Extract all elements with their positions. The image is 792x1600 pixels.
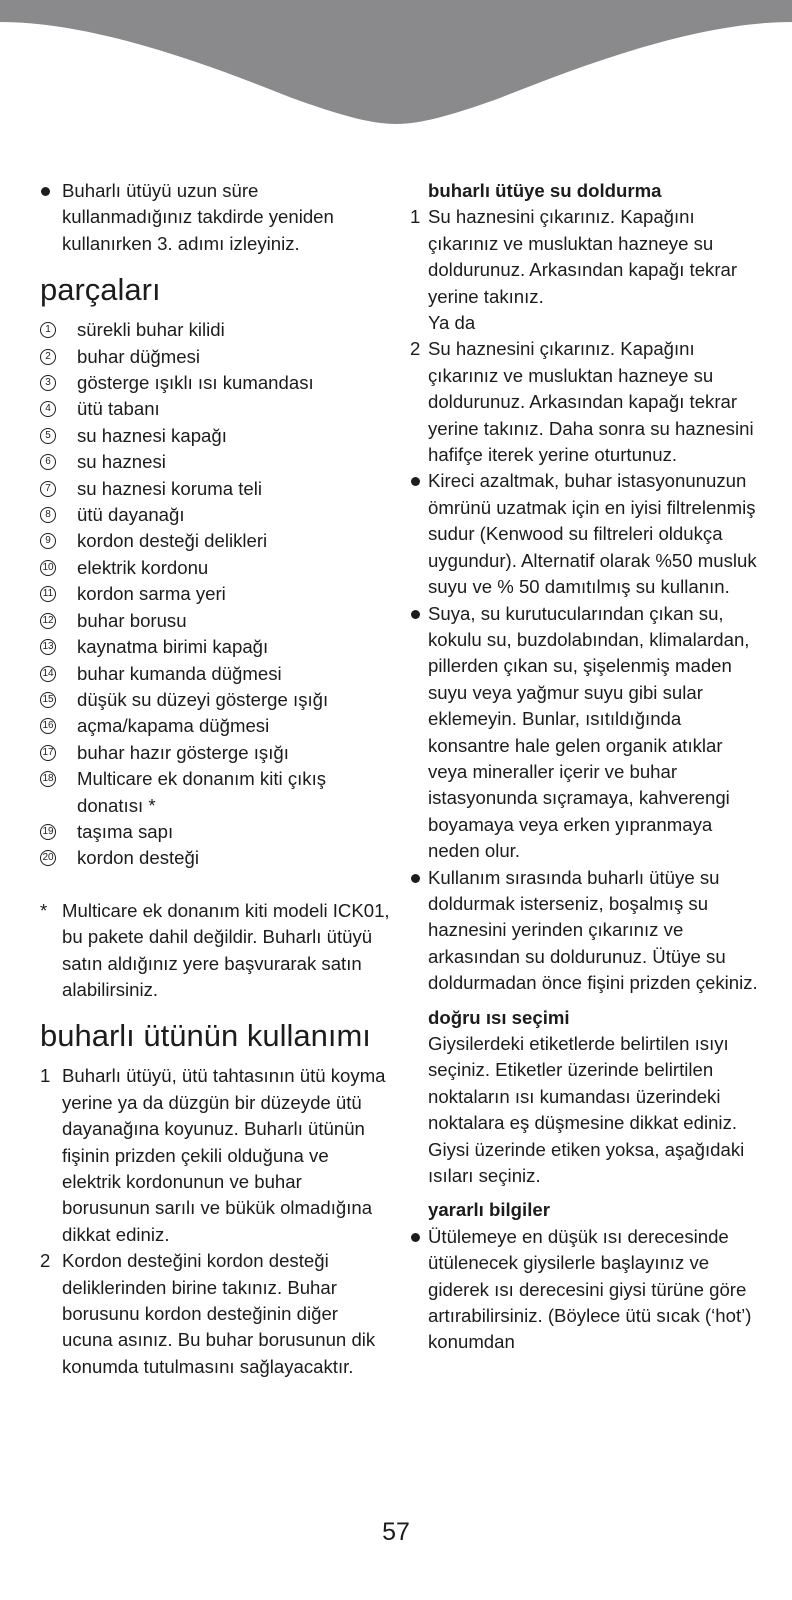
part-number-icon: 16 xyxy=(40,718,56,734)
step-number: 2 xyxy=(410,338,421,360)
part-label: buhar hazır gösterge ışığı xyxy=(77,741,289,763)
part-label: buhar borusu xyxy=(77,609,187,631)
part-number-icon: 12 xyxy=(40,613,56,629)
part-item xyxy=(40,449,390,475)
part-label: Multicare ek donanım kiti çıkış donatısı * xyxy=(77,768,327,816)
right-column xyxy=(410,178,760,1356)
part-number-icon: 11 xyxy=(40,586,56,602)
part-item xyxy=(40,502,390,528)
bullet-icon xyxy=(411,1233,420,1242)
bullet-icon xyxy=(411,610,420,619)
bullet-icon xyxy=(411,477,420,486)
step-text: Kordon desteğini kordon desteği deliklerinden birine takınız. Buhar borusunu kordon desteğinin diğer ucuna asınız. Bu buhar borusunun dik konumda tutulmasını sağlayacaktır. xyxy=(62,1250,376,1377)
part-number-icon: 10 xyxy=(40,560,56,576)
part-label: su haznesi kapağı xyxy=(77,424,227,446)
intro-bullet xyxy=(40,178,390,257)
part-label: buhar kumanda düğmesi xyxy=(77,662,282,684)
part-number-icon: 6 xyxy=(40,454,56,470)
part-number-icon: 1 xyxy=(40,322,56,338)
bullet-text: Suya, su kurutucularından çıkan su, kokulu su, buzdolabından, klimalardan, pillerden çıkan su, şişelenmiş maden suyu veya yağmur suyu gibi sular eklemeyin. Bunlar, ısıtıldığında konsantre hale gelen organik atıklar veya mineraller içerir ve buhar istasyonunda sıçramaya, kahverengi boyamaya veya erken yıpranmaya neden olur. xyxy=(428,602,750,862)
heat-text: Giysilerdeki etiketlerde belirtilen ısıyı seçiniz. Etiketler üzerinde belirtilen noktaların ısı kumandası üzerindeki noktalara eş düşmesine dikkat ediniz. Giysi üzerinde etiken yoksa, aşağıdaki ısıları seçiniz. xyxy=(428,1033,745,1187)
filling-step xyxy=(410,336,760,468)
bullet-text: Kullanım sırasında buharlı ütüye su doldurmak isterseniz, boşalmış su haznesini yerinden çıkarınız ve arkasından su doldurunuz. Ütüye su doldurmadan önce fişini prizden çekiniz. xyxy=(428,866,758,994)
part-item xyxy=(40,687,390,713)
filling-alternative xyxy=(410,310,760,336)
part-number-icon: 14 xyxy=(40,666,56,682)
tips-bullet xyxy=(410,1224,760,1356)
left-column xyxy=(40,178,390,1380)
part-item xyxy=(40,845,390,871)
bullet-text: Ütülemeye en düşük ısı derecesinde ütülenecek giysilerle başlayınız ve giderek ısı derecesini giysi türüne göre artırabilirsiniz. (Böylece ütü sıcak (‘hot’) konumdan xyxy=(428,1225,752,1353)
part-item xyxy=(40,661,390,687)
part-label: kordon desteği delikleri xyxy=(77,530,268,552)
part-item xyxy=(40,555,390,581)
part-number-icon: 2 xyxy=(40,349,56,365)
part-number-icon: 18 xyxy=(40,771,56,787)
filling-step xyxy=(410,204,760,310)
step-number: 1 xyxy=(410,206,421,228)
step-number: 1 xyxy=(40,1065,51,1087)
part-number-icon: 15 xyxy=(40,692,56,708)
part-item xyxy=(40,608,390,634)
part-item xyxy=(40,370,390,396)
part-label: taşıma sapı xyxy=(77,820,174,842)
page-number: 57 xyxy=(382,1518,410,1546)
filling-bullet xyxy=(410,601,760,865)
part-item xyxy=(40,819,390,845)
step-text: Ya da xyxy=(428,312,476,334)
part-number-icon: 4 xyxy=(40,401,56,417)
part-number-icon: 5 xyxy=(40,428,56,444)
part-item xyxy=(40,713,390,739)
part-label: sürekli buhar kilidi xyxy=(77,319,225,341)
part-number-icon: 9 xyxy=(40,533,56,549)
heat-heading: doğru ısı seçimi xyxy=(428,1006,570,1028)
part-label: su haznesi xyxy=(77,451,166,473)
part-number-icon: 7 xyxy=(40,481,56,497)
part-label: su haznesi koruma teli xyxy=(77,477,262,499)
part-item xyxy=(40,528,390,554)
step-text: Su haznesini çıkarınız. Kapağını çıkarınız ve musluktan hazneye su doldurunuz. Arkasından kapağı tekrar yerine takınız. Daha sonra su haznesini hafifçe iterek yerine oturtunuz. xyxy=(428,338,754,466)
part-number-icon: 8 xyxy=(40,507,56,523)
usage-step xyxy=(40,1248,390,1380)
asterisk-marker: * xyxy=(40,899,48,921)
part-label: kaynatma birimi kapağı xyxy=(77,636,269,658)
part-label: gösterge ışıklı ısı kumandası xyxy=(77,372,314,394)
filling-bullet xyxy=(410,865,760,997)
footnote xyxy=(40,898,390,1004)
part-label: elektrik kordonu xyxy=(77,556,209,578)
part-item xyxy=(40,344,390,370)
part-item xyxy=(40,581,390,607)
part-label: buhar düğmesi xyxy=(77,345,201,367)
part-item xyxy=(40,740,390,766)
part-label: düşük su düzeyi gösterge ışığı xyxy=(77,688,329,710)
part-label: ütü tabanı xyxy=(77,398,160,420)
part-item xyxy=(40,317,390,343)
part-label: kordon sarma yeri xyxy=(77,583,226,605)
bullet-text: Kireci azaltmak, buhar istasyonunuzun ömrünü uzatmak için en iyisi filtrelenmiş sudur (Kenwood su filtreleri oldukça uygundur). Alternatif olarak %50 musluk suyu ve % 50 damıtılmış su kullanın. xyxy=(428,470,757,598)
intro-bullet-text: Buharlı ütüyü uzun süre kullanmadığınız takdirde yeniden kullanırken 3. adımı izleyiniz. xyxy=(62,180,334,254)
bullet-icon xyxy=(411,874,420,883)
parts-title: parçaları xyxy=(40,272,161,308)
step-number: 2 xyxy=(40,1250,51,1272)
usage-title: buharlı ütünün kullanımı xyxy=(40,1018,371,1054)
part-item xyxy=(40,423,390,449)
step-text: Su haznesini çıkarınız. Kapağını çıkarınız ve musluktan hazneye su doldurunuz. Arkasından kapağı tekrar yerine takınız. xyxy=(428,206,738,307)
part-label: açma/kapama düğmesi xyxy=(77,715,270,737)
tips-heading: yararlı bilgiler xyxy=(428,1199,550,1221)
part-label: ütü dayanağı xyxy=(77,504,185,526)
filling-bullet xyxy=(410,468,760,600)
part-number-icon: 20 xyxy=(40,850,56,866)
part-number-icon: 17 xyxy=(40,745,56,761)
part-item xyxy=(40,476,390,502)
part-label: kordon desteği xyxy=(77,847,199,869)
footnote-text: Multicare ek donanım kiti modeli ICK01, bu pakete dahil değildir. Buharlı ütüyü satın aldığınız yere başvurarak satın alabilirsiniz. xyxy=(62,899,390,1000)
part-item xyxy=(40,396,390,422)
part-number-icon: 19 xyxy=(40,824,56,840)
part-number-icon: 13 xyxy=(40,639,56,655)
parts-list xyxy=(40,317,390,872)
filling-heading: buharlı ütüye su doldurma xyxy=(428,180,662,201)
part-item xyxy=(40,766,390,819)
part-number-icon: 3 xyxy=(40,375,56,391)
header-arc-decoration xyxy=(0,0,792,130)
usage-step xyxy=(40,1063,390,1248)
step-text: Buharlı ütüyü, ütü tahtasının ütü koyma yerine ya da düzgün bir düzeyde ütü dayanağına koyunuz. Buharlı ütünün fişinin prizden çekili olduğuna ve elektrik kordonunun ve buhar borusunun sarılı ve bükük olmadığına dikkat ediniz. xyxy=(62,1065,386,1245)
part-item xyxy=(40,634,390,660)
bullet-icon xyxy=(41,187,50,196)
